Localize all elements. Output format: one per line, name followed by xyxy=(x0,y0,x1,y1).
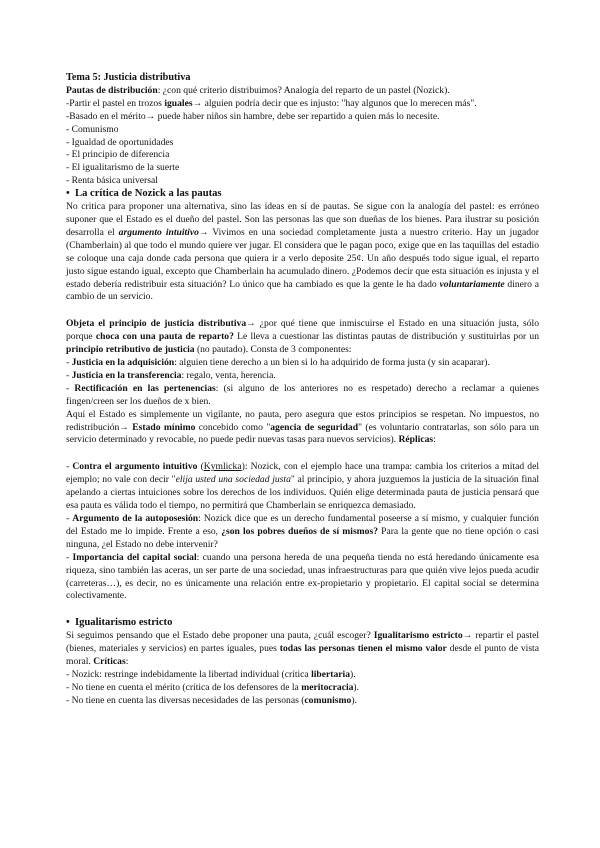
paragraph: No critica para proponer una alternativa, sino las ideas en sí de pautas. Se sigue con la analogía del pastel: es erróneo suponer que el Estado es el dueño del pastel. Son las personas las que son dueñas de los bienes. Para ilustrar su posición desarrolla el argumento intuitivo→ Vivimos en una sociedad completamente justa a nuestro criterio. Hay un jugador (Chamberlain) al que todo el mundo quiere ver jugar. El considera que le pagan poco, exige que en las taquillas del estadio se coloque una caja donde cada persona que quiera ir a verlo deposite 25¢. Un año después todo sigue igual, el reparto justo sigue estando igual, excepto que Chamberlain ha acumulado dinero. ¿Podemos decir que esta situación es injusta y el estado debería redistribuir esta situación? Lo único que ha cambiado es que la gente le ha dado voluntariamente dinero a cambio de un servicio. xyxy=(66,201,539,303)
section-heading-nozick: • La crítica de Nozick a las pautas xyxy=(66,188,222,200)
section-heading-igualitarismo: • Igualitarismo estricto xyxy=(66,617,173,629)
paragraph: Aquí el Estado es simplemente un vigilante, no pauta, pero asegura que estos principios se respetan. No impuestos, no redistribución→ Estado mínimo concebido como "agencia de seguridad" (es voluntario contratarlas, son sólo para un servicio determinado y revocable, no puede pedir nuevas tasas para nuevos servicios). Réplicas: xyxy=(66,408,539,446)
bullet-icon: • xyxy=(66,617,70,629)
intro-line-2: -Partir el pastel en trozos iguales→ alguien podría decir que es injusto: "hay algunos que lo merecen más". xyxy=(66,97,477,109)
paragraph: Objeta el principio de justicia distributiva→ ¿por qué tiene que inmiscuirse el Estado en una situación justa, sólo porque choca con una pauta de reparto? Le lleva a cuestionar las distintas pautas de distribución y sustituirlas por un principio retributivo de justicia (no pautado). Consta de 3 componentes: xyxy=(66,318,540,356)
list-item: - El igualitarismo de la suerte xyxy=(66,162,180,174)
list-item: - Igualdad de oportunidades xyxy=(66,136,174,148)
list-item: - Justicia en la transferencia: regalo, venta, herencia. xyxy=(66,369,276,381)
page-title: Tema 5: Justicia distributiva xyxy=(66,72,191,83)
document-page xyxy=(66,72,539,708)
list-item: - No tiene en cuenta las diversas necesidades de las personas (comunismo). xyxy=(66,694,357,706)
list-item: - Argumento de la autoposesión: Nozick dice que es un derecho fundamental poseerse a sí mismo, y cualquier función del Estado me lo impide. Frente a eso, ¿son los pobres dueños de sí mismos? Para la gente que no tiene opción o casi ninguna, ¿el Estado no debe intervenir? xyxy=(66,513,539,550)
bullet-icon: • xyxy=(66,188,70,200)
list-item: - Nozick: restringe indebidamente la libertad individual (crítica libertaria). xyxy=(66,668,356,680)
list-item: - Rectificación en las pertenencias: (si alguno de los anteriores no es respetado) derecho a reclamar a quienes fingen/creen ser los dueños de x bien. xyxy=(66,382,539,407)
list-item: - Renta básica universal xyxy=(66,175,158,187)
kymlicka-link[interactable]: Kymlicka xyxy=(203,461,242,473)
list-item: - Contra el argumento intuitivo (Kymlicka): Nozick, con el ejemplo hace una trampa: cambia los criterios a mitad del ejemplo; no vale con decir "elija usted una sociedad justa" al principio, y ahora juzguemos la justicia de la situación final apelando a ciertas intuiciones sobre los derechos de los individuos. Quién elige determinada pauta de justicia pensará que esa pauta es válida todo el tiempo, no permitirá que Chamberlain se enriquezca demasiado. xyxy=(66,461,540,512)
intro-line-3: -Basado en el mérito→ puede haber niños sin hambre, debe ser repartido a quien más lo necesite. xyxy=(66,110,440,122)
list-item: - No tiene en cuenta el mérito (crítica de los defensores de la meritocracia). xyxy=(66,681,360,693)
list-item: - Importancia del capital social: cuando una persona hereda de una pequeña tienda no está heredando únicamente esa riqueza, sino también las aceras, un ser parte de una sociedad, unas infraestructuras para que quién vive lejos pueda acudir (carreteras…), es decir, no es únicamente una relación entre ex-propietario y propietario. El capital social se determina colectivamente. xyxy=(66,551,539,602)
paragraph: Si seguimos pensando que el Estado debe proponer una pauta, ¿cuál escoger? Igualitarismo estricto→ repartir el pastel (bienes, materiales y servicios) en partes iguales, pues todas las personas tienen el mismo valor desde el punto de vista moral. Críticas: xyxy=(66,630,539,668)
list-item: - Comunismo xyxy=(66,123,119,135)
intro-line-1: Pautas de distribución: ¿con qué criterio distribuimos? Analogía del reparto de un pastel (Nozick). xyxy=(66,84,450,96)
list-item: - Justicia en la adquisición: alguien tiene derecho a un bien si lo ha adquirido de forma justa (y sin acaparar). xyxy=(66,357,490,369)
list-item: - El principio de diferencia xyxy=(66,149,170,161)
